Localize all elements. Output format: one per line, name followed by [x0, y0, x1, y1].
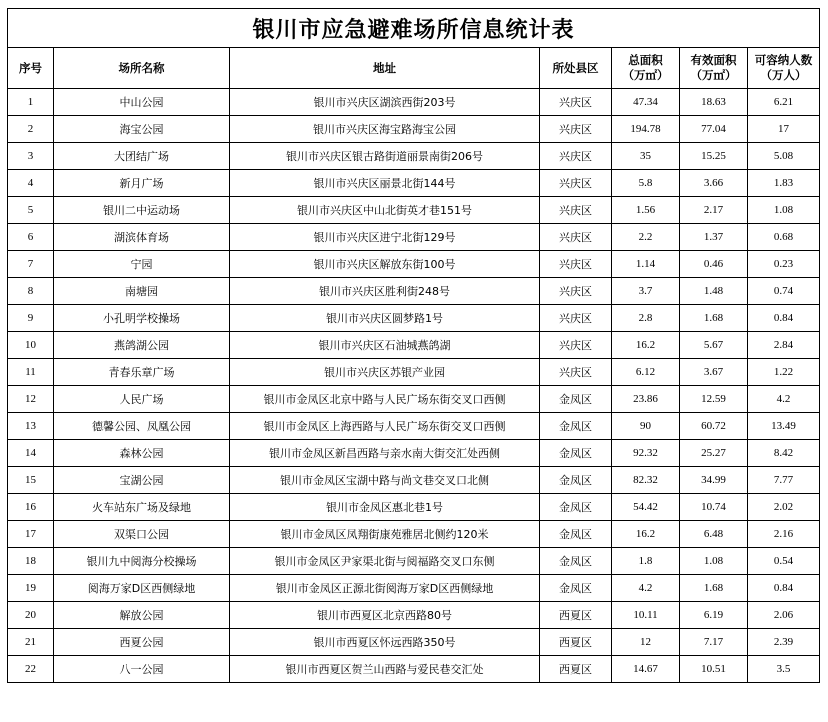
cell-index: 14 [8, 440, 54, 467]
shelter-info-sheet [7, 8, 819, 683]
cell-total-area: 10.11 [612, 602, 680, 629]
header-name: 场所名称 [54, 48, 230, 89]
header-capacity-unit: （万人） [760, 68, 807, 82]
cell-total-area: 92.32 [612, 440, 680, 467]
cell-district: 兴庆区 [540, 278, 612, 305]
cell-district: 兴庆区 [540, 359, 612, 386]
cell-index: 6 [8, 224, 54, 251]
table-row [8, 305, 820, 332]
header-total-area-line1: 总面积 [628, 53, 663, 67]
cell-index: 3 [8, 143, 54, 170]
cell-index: 1 [8, 89, 54, 116]
cell-address: 银川市金凤区正源北街阅海万家D区西侧绿地 [230, 575, 540, 602]
cell-district: 西夏区 [540, 629, 612, 656]
table-row [8, 332, 820, 359]
cell-index: 4 [8, 170, 54, 197]
cell-index: 16 [8, 494, 54, 521]
cell-index: 7 [8, 251, 54, 278]
header-row [8, 48, 820, 89]
cell-district: 金凤区 [540, 413, 612, 440]
shelter-table [7, 8, 820, 683]
cell-district: 兴庆区 [540, 251, 612, 278]
cell-address: 银川市兴庆区中山北街英才巷151号 [230, 197, 540, 224]
cell-capacity: 2.06 [748, 602, 820, 629]
cell-capacity: 1.83 [748, 170, 820, 197]
cell-name: 宝湖公园 [54, 467, 230, 494]
cell-index: 19 [8, 575, 54, 602]
cell-total-area: 6.12 [612, 359, 680, 386]
cell-index: 2 [8, 116, 54, 143]
cell-name: 大团结广场 [54, 143, 230, 170]
title-row [8, 9, 820, 48]
cell-capacity: 0.84 [748, 305, 820, 332]
cell-total-area: 4.2 [612, 575, 680, 602]
cell-effective-area: 15.25 [680, 143, 748, 170]
cell-effective-area: 2.17 [680, 197, 748, 224]
cell-effective-area: 3.67 [680, 359, 748, 386]
cell-total-area: 35 [612, 143, 680, 170]
cell-capacity: 2.02 [748, 494, 820, 521]
cell-capacity: 8.42 [748, 440, 820, 467]
table-row [8, 521, 820, 548]
cell-address: 银川市西夏区贺兰山西路与爱民巷交汇处 [230, 656, 540, 683]
cell-district: 西夏区 [540, 656, 612, 683]
cell-capacity: 2.16 [748, 521, 820, 548]
cell-capacity: 17 [748, 116, 820, 143]
cell-capacity: 3.5 [748, 656, 820, 683]
header-index: 序号 [8, 48, 54, 89]
cell-capacity: 4.2 [748, 386, 820, 413]
cell-effective-area: 0.46 [680, 251, 748, 278]
cell-district: 兴庆区 [540, 89, 612, 116]
header-effective-area-unit: （万㎡） [690, 68, 737, 82]
cell-district: 兴庆区 [540, 332, 612, 359]
cell-district: 金凤区 [540, 467, 612, 494]
table-row [8, 467, 820, 494]
table-row [8, 656, 820, 683]
table-row [8, 116, 820, 143]
cell-address: 银川市兴庆区丽景北街144号 [230, 170, 540, 197]
cell-total-area: 23.86 [612, 386, 680, 413]
cell-capacity: 2.84 [748, 332, 820, 359]
cell-effective-area: 7.17 [680, 629, 748, 656]
cell-name: 海宝公园 [54, 116, 230, 143]
header-district: 所处县区 [540, 48, 612, 89]
cell-address: 银川市金凤区新昌西路与亲水南大街交汇处西侧 [230, 440, 540, 467]
cell-name: 人民广场 [54, 386, 230, 413]
cell-effective-area: 1.68 [680, 305, 748, 332]
table-row [8, 224, 820, 251]
table-row [8, 143, 820, 170]
cell-index: 20 [8, 602, 54, 629]
header-effective-area [680, 48, 748, 89]
cell-index: 8 [8, 278, 54, 305]
cell-effective-area: 1.08 [680, 548, 748, 575]
cell-address: 银川市金凤区惠北巷1号 [230, 494, 540, 521]
cell-name: 银川二中运动场 [54, 197, 230, 224]
cell-address: 银川市金凤区尹家渠北街与阅福路交叉口东侧 [230, 548, 540, 575]
table-row [8, 170, 820, 197]
cell-address: 银川市西夏区北京西路80号 [230, 602, 540, 629]
cell-capacity: 0.84 [748, 575, 820, 602]
cell-capacity: 2.39 [748, 629, 820, 656]
table-body [8, 89, 820, 683]
cell-district: 金凤区 [540, 386, 612, 413]
cell-effective-area: 25.27 [680, 440, 748, 467]
cell-address: 银川市兴庆区圆梦路1号 [230, 305, 540, 332]
cell-effective-area: 10.51 [680, 656, 748, 683]
cell-name: 中山公园 [54, 89, 230, 116]
cell-address: 银川市金凤区北京中路与人民广场东街交叉口西侧 [230, 386, 540, 413]
cell-capacity: 5.08 [748, 143, 820, 170]
cell-total-area: 1.14 [612, 251, 680, 278]
cell-total-area: 194.78 [612, 116, 680, 143]
cell-name: 德馨公园、凤凰公园 [54, 413, 230, 440]
cell-capacity: 7.77 [748, 467, 820, 494]
cell-name: 双渠口公园 [54, 521, 230, 548]
cell-total-area: 47.34 [612, 89, 680, 116]
cell-name: 小孔明学校操场 [54, 305, 230, 332]
table-row [8, 359, 820, 386]
cell-address: 银川市兴庆区进宁北街129号 [230, 224, 540, 251]
header-effective-area-line1: 有效面积 [690, 53, 737, 67]
cell-effective-area: 6.19 [680, 602, 748, 629]
cell-district: 兴庆区 [540, 143, 612, 170]
cell-district: 兴庆区 [540, 305, 612, 332]
cell-effective-area: 1.68 [680, 575, 748, 602]
cell-district: 兴庆区 [540, 197, 612, 224]
cell-address: 银川市金凤区宝湖中路与尚文巷交叉口北侧 [230, 467, 540, 494]
cell-total-area: 5.8 [612, 170, 680, 197]
table-row [8, 548, 820, 575]
header-capacity [748, 48, 820, 89]
cell-address: 银川市兴庆区苏银产业园 [230, 359, 540, 386]
cell-name: 燕鸽湖公园 [54, 332, 230, 359]
cell-address: 银川市兴庆区湖滨西街203号 [230, 89, 540, 116]
cell-district: 金凤区 [540, 521, 612, 548]
header-total-area [612, 48, 680, 89]
cell-name: 银川九中阅海分校操场 [54, 548, 230, 575]
cell-capacity: 0.23 [748, 251, 820, 278]
cell-name: 森林公园 [54, 440, 230, 467]
cell-name: 阅海万家D区西侧绿地 [54, 575, 230, 602]
cell-total-area: 54.42 [612, 494, 680, 521]
cell-total-area: 16.2 [612, 332, 680, 359]
cell-district: 兴庆区 [540, 116, 612, 143]
cell-index: 11 [8, 359, 54, 386]
cell-total-area: 16.2 [612, 521, 680, 548]
page-title: 银川市应急避难场所信息统计表 [8, 9, 820, 48]
cell-index: 22 [8, 656, 54, 683]
cell-effective-area: 1.37 [680, 224, 748, 251]
cell-index: 12 [8, 386, 54, 413]
table-row [8, 440, 820, 467]
cell-index: 13 [8, 413, 54, 440]
table-row [8, 197, 820, 224]
cell-address: 银川市兴庆区石油城燕鸽湖 [230, 332, 540, 359]
cell-effective-area: 60.72 [680, 413, 748, 440]
cell-district: 金凤区 [540, 440, 612, 467]
cell-district: 金凤区 [540, 548, 612, 575]
cell-effective-area: 6.48 [680, 521, 748, 548]
cell-total-area: 90 [612, 413, 680, 440]
cell-index: 5 [8, 197, 54, 224]
table-row [8, 89, 820, 116]
cell-index: 17 [8, 521, 54, 548]
cell-district: 兴庆区 [540, 224, 612, 251]
table-row [8, 629, 820, 656]
cell-effective-area: 12.59 [680, 386, 748, 413]
cell-address: 银川市兴庆区胜利街248号 [230, 278, 540, 305]
table-row [8, 386, 820, 413]
cell-name: 八一公园 [54, 656, 230, 683]
cell-effective-area: 5.67 [680, 332, 748, 359]
cell-district: 兴庆区 [540, 170, 612, 197]
table-row [8, 494, 820, 521]
cell-effective-area: 1.48 [680, 278, 748, 305]
cell-total-area: 12 [612, 629, 680, 656]
cell-name: 新月广场 [54, 170, 230, 197]
cell-capacity: 0.68 [748, 224, 820, 251]
header-address: 地址 [230, 48, 540, 89]
cell-index: 15 [8, 467, 54, 494]
cell-total-area: 1.8 [612, 548, 680, 575]
cell-index: 10 [8, 332, 54, 359]
table-row [8, 575, 820, 602]
cell-capacity: 6.21 [748, 89, 820, 116]
cell-district: 西夏区 [540, 602, 612, 629]
cell-index: 21 [8, 629, 54, 656]
cell-address: 银川市金凤区上海西路与人民广场东街交叉口西侧 [230, 413, 540, 440]
header-total-area-unit: （万㎡） [622, 68, 669, 82]
cell-effective-area: 18.63 [680, 89, 748, 116]
cell-effective-area: 34.99 [680, 467, 748, 494]
cell-capacity: 1.08 [748, 197, 820, 224]
cell-name: 湖滨体育场 [54, 224, 230, 251]
cell-address: 银川市兴庆区海宝路海宝公园 [230, 116, 540, 143]
cell-address: 银川市西夏区怀远西路350号 [230, 629, 540, 656]
table-row [8, 278, 820, 305]
cell-name: 宁园 [54, 251, 230, 278]
cell-effective-area: 3.66 [680, 170, 748, 197]
cell-name: 青春乐章广场 [54, 359, 230, 386]
cell-total-area: 3.7 [612, 278, 680, 305]
table-row [8, 413, 820, 440]
header-capacity-line1: 可容纳人数 [754, 53, 813, 67]
cell-name: 解放公园 [54, 602, 230, 629]
cell-district: 金凤区 [540, 575, 612, 602]
table-row [8, 602, 820, 629]
cell-name: 西夏公园 [54, 629, 230, 656]
cell-capacity: 13.49 [748, 413, 820, 440]
cell-total-area: 2.8 [612, 305, 680, 332]
cell-name: 火车站东广场及绿地 [54, 494, 230, 521]
cell-index: 18 [8, 548, 54, 575]
cell-total-area: 82.32 [612, 467, 680, 494]
table-row [8, 251, 820, 278]
cell-index: 9 [8, 305, 54, 332]
cell-total-area: 1.56 [612, 197, 680, 224]
cell-district: 金凤区 [540, 494, 612, 521]
cell-capacity: 0.54 [748, 548, 820, 575]
cell-address: 银川市金凤区凤翔街康苑雅居北侧约120米 [230, 521, 540, 548]
cell-capacity: 0.74 [748, 278, 820, 305]
cell-total-area: 2.2 [612, 224, 680, 251]
cell-capacity: 1.22 [748, 359, 820, 386]
cell-address: 银川市兴庆区解放东街100号 [230, 251, 540, 278]
cell-effective-area: 77.04 [680, 116, 748, 143]
cell-address: 银川市兴庆区银古路街道丽景南街206号 [230, 143, 540, 170]
cell-effective-area: 10.74 [680, 494, 748, 521]
cell-name: 南塘园 [54, 278, 230, 305]
cell-total-area: 14.67 [612, 656, 680, 683]
